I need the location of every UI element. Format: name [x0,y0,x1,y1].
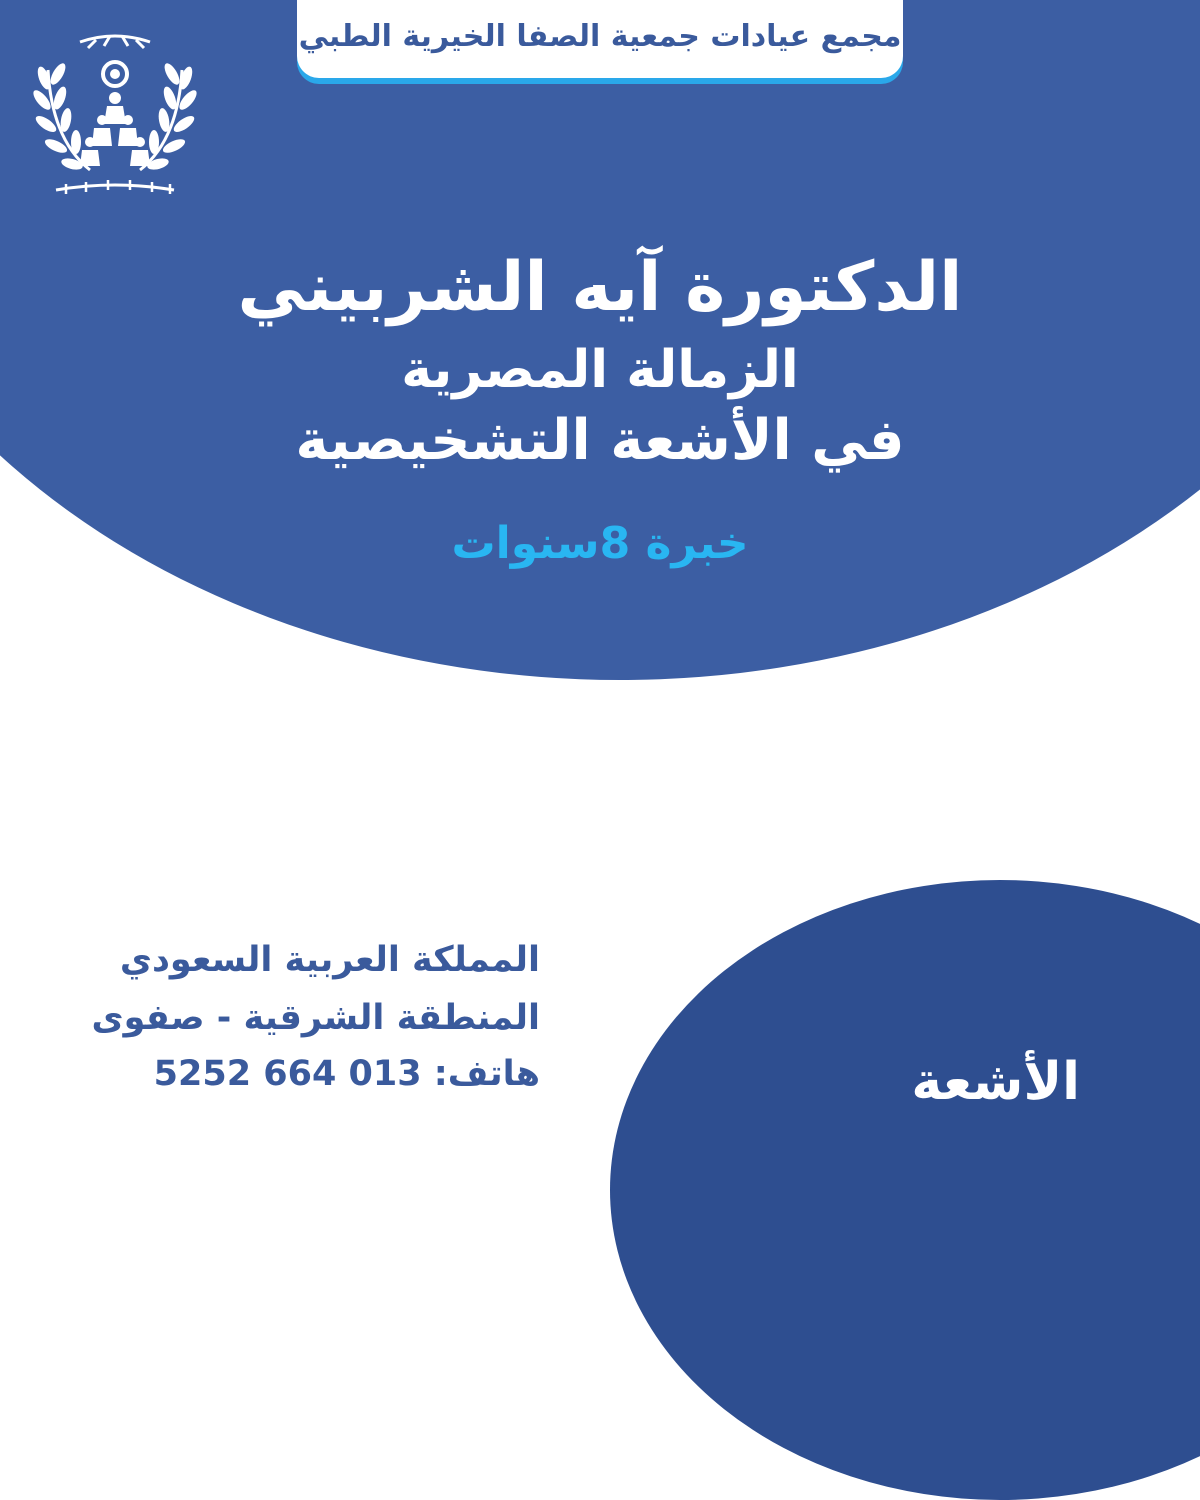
wreath-emblem-icon [30,20,200,200]
address-region: المنطقة الشرقية - صفوى [91,998,540,1038]
bottom-blue-shape [610,880,1200,1500]
doctor-qualification: الزمالة المصرية [401,340,799,400]
charity-logo [30,20,200,200]
doctor-name: الدكتورة آيه الشربيني [237,248,963,327]
doctor-specialty: في الأشعة التشخيصية [295,408,905,473]
department-label: الأشعة [911,1052,1080,1112]
header-tab [297,0,903,84]
clinic-title: مجمع عيادات جمعية الصفا الخيرية الطبي [298,19,902,54]
header-tab-panel [297,0,903,78]
doctor-experience: خبرة 8سنوات [451,518,749,569]
address-country: المملكة العربية السعودي [119,940,540,980]
phone-number: هاتف: 013 664 5252 [153,1054,540,1094]
